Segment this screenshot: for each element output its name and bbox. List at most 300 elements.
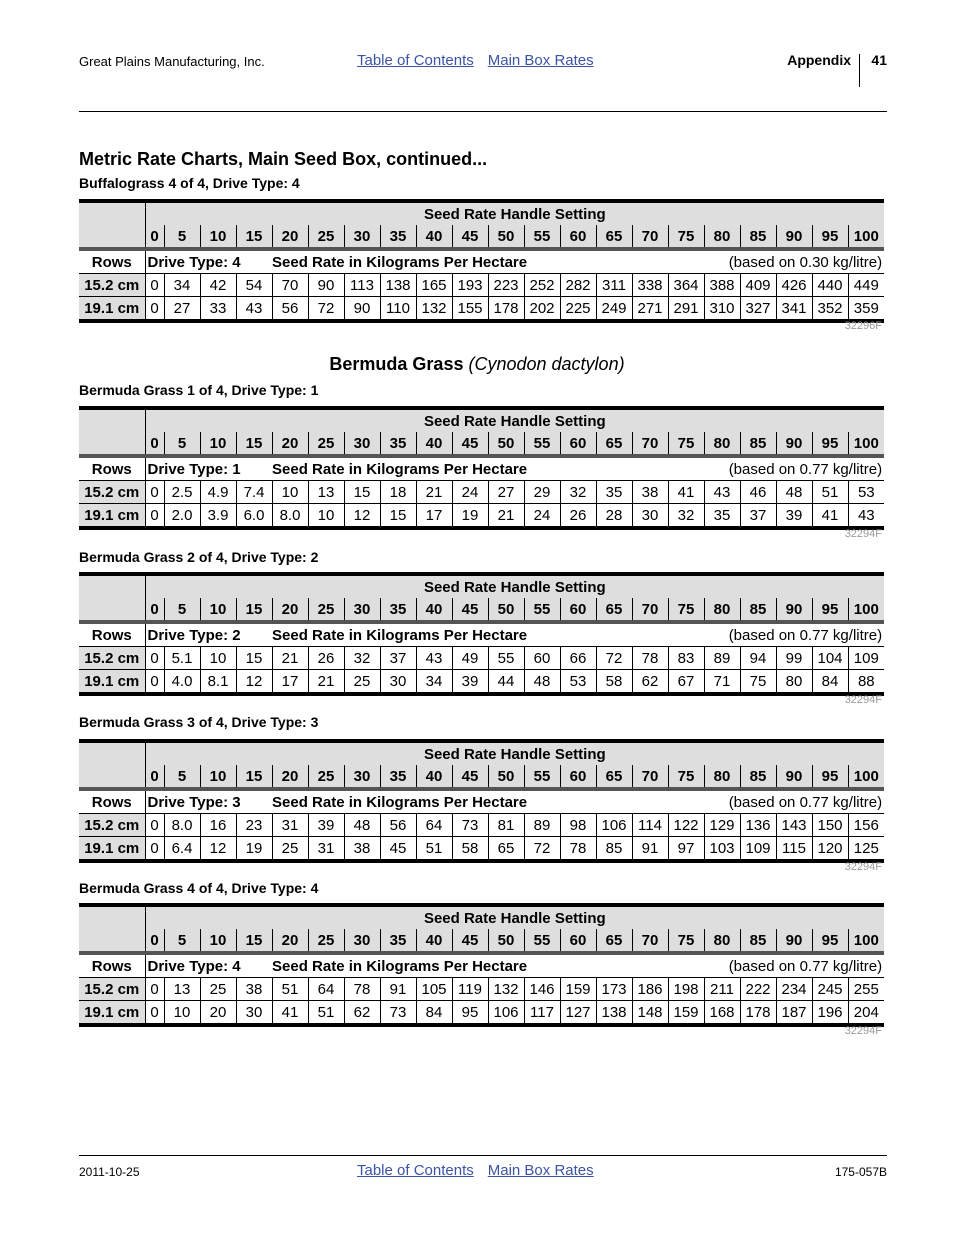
handle-setting-cell: 85 (740, 765, 776, 789)
table-caption: Bermuda Grass 4 of 4, Drive Type: 4 (79, 880, 319, 896)
handle-setting-cell: 5 (164, 225, 200, 249)
rate-cell: 338 (632, 274, 668, 297)
table-of-contents-link[interactable]: Table of Contents (357, 52, 474, 69)
rows-label: Rows (79, 622, 145, 647)
rate-cell: 178 (488, 297, 524, 322)
handle-setting-cell: 65 (596, 929, 632, 953)
rate-cell: 17 (416, 504, 452, 529)
rate-cell: 58 (596, 670, 632, 695)
rate-cell: 37 (740, 504, 776, 529)
rate-cell: 21 (488, 504, 524, 529)
handle-setting-cell: 15 (236, 432, 272, 456)
handle-setting-cell: 0 (145, 929, 164, 953)
handle-setting-title: Seed Rate Handle Setting (145, 905, 884, 929)
species-latin-name: (Cynodon dactylon) (468, 354, 625, 374)
rate-cell: 72 (596, 647, 632, 670)
rate-table (79, 903, 884, 1027)
handle-setting-cell: 90 (776, 929, 812, 953)
rate-cell: 18 (380, 481, 416, 504)
rate-cell: 64 (416, 814, 452, 837)
rate-cell: 46 (740, 481, 776, 504)
table-row (79, 647, 884, 670)
row-spacing-label: 15.2 cm (79, 647, 145, 670)
rate-cell: 41 (812, 504, 848, 529)
handle-setting-cell: 15 (236, 929, 272, 953)
table-caption: Bermuda Grass 2 of 4, Drive Type: 2 (79, 549, 319, 565)
rate-cell: 95 (452, 1001, 488, 1026)
rate-cell: 222 (740, 978, 776, 1001)
rate-cell: 58 (452, 837, 488, 862)
rate-cell: 25 (344, 670, 380, 695)
rate-cell: 156 (848, 814, 884, 837)
rate-cell: 127 (560, 1001, 596, 1026)
rate-cell: 7.4 (236, 481, 272, 504)
handle-setting-cell: 65 (596, 765, 632, 789)
rate-cell: 71 (704, 670, 740, 695)
handle-setting-cell: 75 (668, 225, 704, 249)
rate-cell: 89 (704, 647, 740, 670)
rate-cell: 12 (344, 504, 380, 529)
table-corner (79, 765, 145, 789)
handle-setting-cell: 75 (668, 765, 704, 789)
handle-setting-cell: 90 (776, 598, 812, 622)
rate-cell: 89 (524, 814, 560, 837)
rate-cell: 30 (380, 670, 416, 695)
rate-cell: 80 (776, 670, 812, 695)
rate-cell: 104 (812, 647, 848, 670)
table-row (79, 504, 884, 529)
rate-cell: 98 (560, 814, 596, 837)
rate-cell: 38 (344, 837, 380, 862)
table-corner (79, 574, 145, 598)
rate-cell: 41 (668, 481, 704, 504)
handle-setting-cell: 90 (776, 765, 812, 789)
drive-type-label: Drive Type: 2 (145, 622, 272, 647)
row-spacing-label: 15.2 cm (79, 481, 145, 504)
rate-cell: 43 (848, 504, 884, 529)
handle-setting-cell: 35 (380, 598, 416, 622)
handle-setting-cell: 40 (416, 598, 452, 622)
handle-setting-cell: 75 (668, 432, 704, 456)
rate-cell: 90 (308, 274, 344, 297)
rate-cell: 440 (812, 274, 848, 297)
company-name: Great Plains Manufacturing, Inc. (79, 54, 265, 69)
rate-cell: 8.0 (272, 504, 308, 529)
main-box-rates-link[interactable]: Main Box Rates (487, 1162, 594, 1179)
rate-cell: 64 (308, 978, 344, 1001)
rate-table (79, 739, 884, 863)
handle-setting-cell: 90 (776, 432, 812, 456)
row-spacing-label: 19.1 cm (79, 297, 145, 322)
rate-cell: 29 (524, 481, 560, 504)
handle-setting-cell: 60 (560, 225, 596, 249)
handle-setting-cell: 15 (236, 225, 272, 249)
rate-cell: 20 (200, 1001, 236, 1026)
handle-setting-cell: 70 (632, 225, 668, 249)
rate-cell: 146 (524, 978, 560, 1001)
row-spacing-label: 19.1 cm (79, 1001, 145, 1026)
rate-cell: 75 (740, 670, 776, 695)
rate-cell: 48 (524, 670, 560, 695)
handle-setting-cell: 30 (344, 225, 380, 249)
rate-cell: 143 (776, 814, 812, 837)
rate-table (79, 406, 884, 530)
rate-cell: 173 (596, 978, 632, 1001)
rate-cell: 155 (452, 297, 488, 322)
rate-cell: 138 (596, 1001, 632, 1026)
rate-cell: 83 (668, 647, 704, 670)
rate-cell: 33 (200, 297, 236, 322)
main-box-rates-link[interactable]: Main Box Rates (487, 52, 594, 69)
rate-cell: 70 (272, 274, 308, 297)
handle-setting-cell: 15 (236, 598, 272, 622)
rate-cell: 249 (596, 297, 632, 322)
rate-cell: 2.5 (164, 481, 200, 504)
rate-cell: 198 (668, 978, 704, 1001)
figure-id: 32294F (844, 528, 882, 540)
handle-setting-title: Seed Rate Handle Setting (145, 741, 884, 765)
table-row (79, 274, 884, 297)
rate-cell: 234 (776, 978, 812, 1001)
handle-setting-cell: 70 (632, 765, 668, 789)
document-number: 175-057B (834, 1165, 887, 1179)
rate-cell: 178 (740, 1001, 776, 1026)
rate-cell: 12 (236, 670, 272, 695)
rate-cell: 78 (632, 647, 668, 670)
handle-setting-cell: 50 (488, 225, 524, 249)
rate-cell: 91 (632, 837, 668, 862)
rate-cell: 60 (524, 647, 560, 670)
rate-cell: 6.0 (236, 504, 272, 529)
table-corner (79, 598, 145, 622)
handle-setting-cell: 15 (236, 765, 272, 789)
handle-setting-cell: 20 (272, 929, 308, 953)
rate-cell: 12 (200, 837, 236, 862)
handle-setting-cell: 85 (740, 598, 776, 622)
handle-setting-cell: 5 (164, 765, 200, 789)
handle-setting-cell: 5 (164, 929, 200, 953)
rate-cell: 26 (308, 647, 344, 670)
handle-setting-cell: 55 (524, 432, 560, 456)
rate-cell: 26 (560, 504, 596, 529)
handle-setting-cell: 0 (145, 765, 164, 789)
rate-cell: 0 (145, 647, 164, 670)
density-basis: (based on 0.77 kg/litre) (596, 789, 884, 814)
seed-rate-label: Seed Rate in Kilograms Per Hectare (272, 789, 596, 814)
rate-cell: 186 (632, 978, 668, 1001)
rate-cell: 43 (236, 297, 272, 322)
rate-cell: 150 (812, 814, 848, 837)
rate-cell: 27 (488, 481, 524, 504)
rate-cell: 25 (272, 837, 308, 862)
handle-setting-cell: 10 (200, 929, 236, 953)
rate-cell: 19 (452, 504, 488, 529)
handle-setting-cell: 85 (740, 929, 776, 953)
handle-setting-cell: 55 (524, 598, 560, 622)
rate-cell: 109 (848, 647, 884, 670)
rate-cell: 48 (344, 814, 380, 837)
seed-rate-label: Seed Rate in Kilograms Per Hectare (272, 456, 596, 481)
rate-cell: 165 (416, 274, 452, 297)
rate-cell: 106 (596, 814, 632, 837)
table-corner (79, 929, 145, 953)
rate-cell: 106 (488, 1001, 524, 1026)
footer-rule (79, 1155, 887, 1156)
table-row (79, 1001, 884, 1026)
figure-id: 32294F (844, 861, 882, 873)
table-caption: Bermuda Grass 1 of 4, Drive Type: 1 (79, 382, 319, 398)
rate-cell: 39 (308, 814, 344, 837)
rate-cell: 84 (416, 1001, 452, 1026)
density-basis: (based on 0.77 kg/litre) (596, 953, 884, 978)
rate-cell: 94 (740, 647, 776, 670)
rate-cell: 282 (560, 274, 596, 297)
rate-cell: 97 (668, 837, 704, 862)
rate-cell: 56 (380, 814, 416, 837)
handle-setting-cell: 35 (380, 225, 416, 249)
rate-cell: 25 (200, 978, 236, 1001)
seed-rate-label: Seed Rate in Kilograms Per Hectare (272, 953, 596, 978)
table-row (79, 978, 884, 1001)
rate-cell: 38 (236, 978, 272, 1001)
rate-cell: 310 (704, 297, 740, 322)
handle-setting-cell: 40 (416, 225, 452, 249)
species-heading (0, 354, 954, 375)
rate-cell: 0 (145, 481, 164, 504)
rate-cell: 53 (560, 670, 596, 695)
rows-label: Rows (79, 953, 145, 978)
rate-cell: 271 (632, 297, 668, 322)
handle-setting-cell: 10 (200, 598, 236, 622)
handle-setting-cell: 80 (704, 765, 740, 789)
handle-setting-cell: 80 (704, 225, 740, 249)
rate-cell: 122 (668, 814, 704, 837)
rate-cell: 53 (848, 481, 884, 504)
seed-rate-label: Seed Rate in Kilograms Per Hectare (272, 622, 596, 647)
handle-setting-cell: 30 (344, 598, 380, 622)
rate-cell: 3.9 (200, 504, 236, 529)
rate-cell: 88 (848, 670, 884, 695)
handle-setting-cell: 60 (560, 598, 596, 622)
table-corner (79, 225, 145, 249)
handle-setting-cell: 0 (145, 432, 164, 456)
table-caption: Bermuda Grass 3 of 4, Drive Type: 3 (79, 714, 319, 730)
rate-cell: 91 (380, 978, 416, 1001)
rate-cell: 15 (380, 504, 416, 529)
rate-cell: 0 (145, 978, 164, 1001)
rate-cell: 0 (145, 1001, 164, 1026)
handle-setting-cell: 10 (200, 225, 236, 249)
drive-type-label: Drive Type: 4 (145, 953, 272, 978)
handle-setting-cell: 50 (488, 765, 524, 789)
drive-type-label: Drive Type: 4 (145, 249, 272, 274)
rate-cell: 56 (272, 297, 308, 322)
rate-cell: 193 (452, 274, 488, 297)
rate-cell: 409 (740, 274, 776, 297)
section-name: Appendix (787, 52, 851, 68)
handle-setting-cell: 50 (488, 929, 524, 953)
rate-cell: 84 (812, 670, 848, 695)
rate-cell: 168 (704, 1001, 740, 1026)
density-basis: (based on 0.30 kg/litre) (596, 249, 884, 274)
rate-cell: 24 (524, 504, 560, 529)
rate-cell: 32 (668, 504, 704, 529)
rate-cell: 51 (812, 481, 848, 504)
handle-setting-cell: 20 (272, 225, 308, 249)
species-common-name: Bermuda Grass (329, 354, 464, 374)
rate-cell: 109 (740, 837, 776, 862)
rate-cell: 8.0 (164, 814, 200, 837)
rate-cell: 78 (344, 978, 380, 1001)
table-of-contents-link[interactable]: Table of Contents (357, 1162, 474, 1179)
rate-cell: 5.1 (164, 647, 200, 670)
table-row (79, 481, 884, 504)
handle-setting-cell: 5 (164, 432, 200, 456)
handle-setting-cell: 25 (308, 929, 344, 953)
row-spacing-label: 19.1 cm (79, 837, 145, 862)
rate-cell: 10 (164, 1001, 200, 1026)
rate-cell: 449 (848, 274, 884, 297)
table-row (79, 814, 884, 837)
rate-cell: 117 (524, 1001, 560, 1026)
handle-setting-cell: 30 (344, 765, 380, 789)
handle-setting-cell: 95 (812, 765, 848, 789)
rate-cell: 15 (344, 481, 380, 504)
handle-setting-cell: 90 (776, 225, 812, 249)
handle-setting-title: Seed Rate Handle Setting (145, 574, 884, 598)
rate-cell: 34 (164, 274, 200, 297)
handle-setting-cell: 35 (380, 432, 416, 456)
handle-setting-cell: 20 (272, 765, 308, 789)
handle-setting-cell: 75 (668, 929, 704, 953)
row-spacing-label: 19.1 cm (79, 504, 145, 529)
rate-cell: 327 (740, 297, 776, 322)
rate-cell: 187 (776, 1001, 812, 1026)
rate-cell: 44 (488, 670, 524, 695)
handle-setting-cell: 85 (740, 225, 776, 249)
rate-cell: 51 (272, 978, 308, 1001)
rate-cell: 30 (632, 504, 668, 529)
rate-cell: 103 (704, 837, 740, 862)
rate-cell: 51 (416, 837, 452, 862)
rate-cell: 31 (308, 837, 344, 862)
drive-type-label: Drive Type: 1 (145, 456, 272, 481)
handle-setting-cell: 65 (596, 432, 632, 456)
rate-cell: 21 (416, 481, 452, 504)
rate-cell: 32 (560, 481, 596, 504)
rows-label: Rows (79, 249, 145, 274)
row-spacing-label: 19.1 cm (79, 670, 145, 695)
rate-cell: 4.9 (200, 481, 236, 504)
rate-cell: 78 (560, 837, 596, 862)
rate-cell: 291 (668, 297, 704, 322)
rate-cell: 0 (145, 837, 164, 862)
rate-cell: 17 (272, 670, 308, 695)
rate-cell: 311 (596, 274, 632, 297)
rate-cell: 252 (524, 274, 560, 297)
rate-cell: 99 (776, 647, 812, 670)
handle-setting-cell: 35 (380, 765, 416, 789)
table-row (79, 670, 884, 695)
rate-cell: 0 (145, 297, 164, 322)
rate-cell: 125 (848, 837, 884, 862)
drive-type-label: Drive Type: 3 (145, 789, 272, 814)
rate-cell: 129 (704, 814, 740, 837)
rate-cell: 67 (668, 670, 704, 695)
rate-cell: 62 (632, 670, 668, 695)
handle-setting-cell: 80 (704, 929, 740, 953)
handle-setting-cell: 50 (488, 432, 524, 456)
rate-cell: 15 (236, 647, 272, 670)
rate-cell: 21 (272, 647, 308, 670)
handle-setting-cell: 70 (632, 929, 668, 953)
rate-cell: 13 (164, 978, 200, 1001)
handle-setting-cell: 100 (848, 432, 884, 456)
handle-setting-cell: 30 (344, 432, 380, 456)
table-row (79, 297, 884, 322)
rate-cell: 10 (272, 481, 308, 504)
seed-rate-label: Seed Rate in Kilograms Per Hectare (272, 249, 596, 274)
rate-cell: 19 (236, 837, 272, 862)
rate-cell: 49 (452, 647, 488, 670)
rate-cell: 120 (812, 837, 848, 862)
handle-setting-cell: 100 (848, 765, 884, 789)
page-header (79, 52, 887, 88)
handle-setting-cell: 100 (848, 225, 884, 249)
rate-cell: 90 (344, 297, 380, 322)
handle-setting-cell: 70 (632, 432, 668, 456)
handle-setting-cell: 100 (848, 929, 884, 953)
handle-setting-cell: 25 (308, 432, 344, 456)
rows-label: Rows (79, 789, 145, 814)
handle-setting-cell: 60 (560, 432, 596, 456)
header-divider (859, 54, 860, 87)
handle-setting-cell: 50 (488, 598, 524, 622)
rate-cell: 35 (596, 481, 632, 504)
rate-cell: 27 (164, 297, 200, 322)
rate-cell: 114 (632, 814, 668, 837)
rate-cell: 255 (848, 978, 884, 1001)
handle-setting-cell: 45 (452, 225, 488, 249)
handle-setting-cell: 55 (524, 929, 560, 953)
rate-cell: 73 (452, 814, 488, 837)
handle-setting-cell: 95 (812, 432, 848, 456)
handle-setting-cell: 40 (416, 765, 452, 789)
table-caption: Buffalograss 4 of 4, Drive Type: 4 (79, 175, 300, 191)
handle-setting-cell: 70 (632, 598, 668, 622)
rate-cell: 132 (416, 297, 452, 322)
density-basis: (based on 0.77 kg/litre) (596, 622, 884, 647)
rate-cell: 31 (272, 814, 308, 837)
handle-setting-cell: 25 (308, 765, 344, 789)
rate-cell: 24 (452, 481, 488, 504)
rate-cell: 6.4 (164, 837, 200, 862)
rate-cell: 23 (236, 814, 272, 837)
table-corner (79, 741, 145, 765)
handle-setting-cell: 65 (596, 598, 632, 622)
rate-cell: 388 (704, 274, 740, 297)
handle-setting-cell: 60 (560, 929, 596, 953)
rate-cell: 119 (452, 978, 488, 1001)
rate-cell: 48 (776, 481, 812, 504)
rate-cell: 0 (145, 670, 164, 695)
rate-cell: 81 (488, 814, 524, 837)
rate-cell: 364 (668, 274, 704, 297)
rate-cell: 110 (380, 297, 416, 322)
rate-cell: 45 (380, 837, 416, 862)
row-spacing-label: 15.2 cm (79, 274, 145, 297)
handle-setting-cell: 20 (272, 598, 308, 622)
